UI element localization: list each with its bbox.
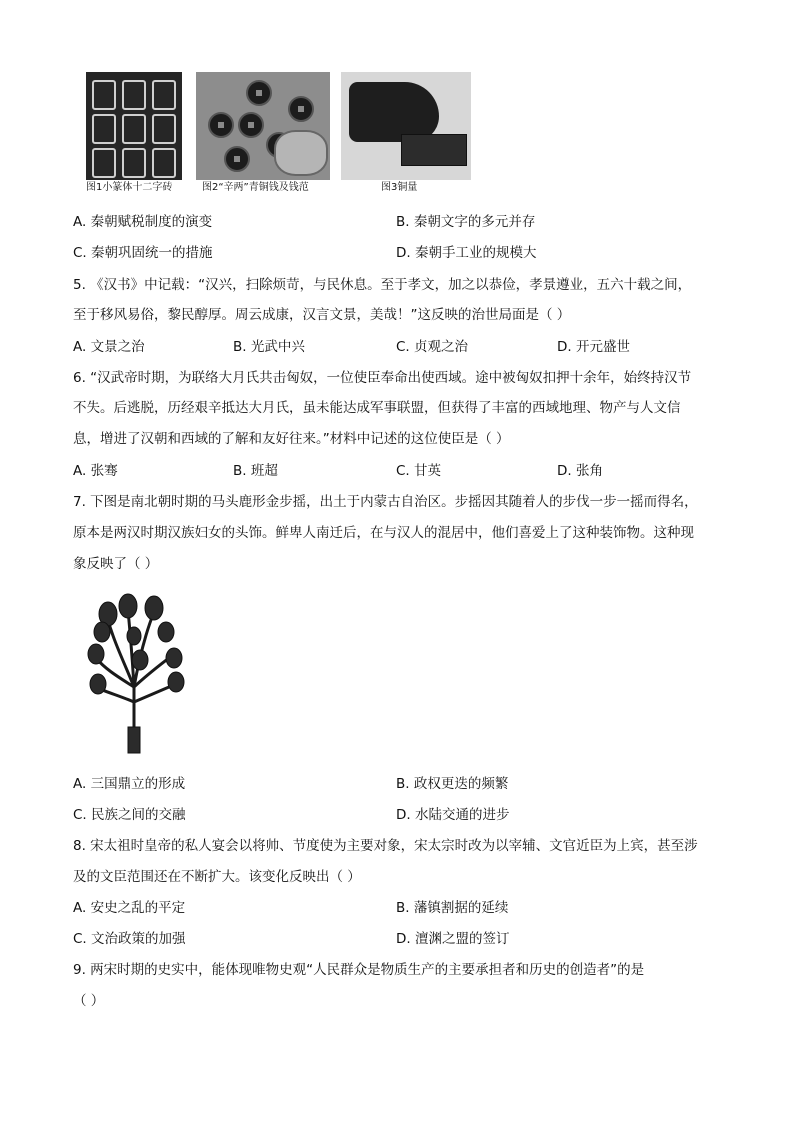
q5-stem-line-1: 5. 《汉书》中记载：“汉兴，扫除烦苛，与民休息。至于孝文，加之以恭俭，孝景遵业，五六十载之间，: [73, 277, 692, 293]
q8-stem-line-2: 及的文臣范围还在不断扩大。该变化反映出（ ）: [73, 869, 361, 885]
q6-option-b: B. 班超: [233, 463, 278, 479]
q8-option-d: D. 澶渊之盟的签订: [396, 931, 510, 947]
q8-option-b: B. 藩镇割据的延续: [396, 900, 509, 916]
q5-option-a: A. 文景之治: [73, 339, 145, 355]
q8-option-c: C. 文治政策的加强: [73, 931, 186, 947]
q7-stem-line-1: 7. 下图是南北朝时期的马头鹿形金步摇，出土于内蒙古自治区。步摇因其随着人的步伐一步一摇而得名，: [73, 494, 698, 510]
q7-option-d: D. 水陆交通的进步: [396, 807, 510, 823]
q7-option-b: B. 政权更迭的频繁: [396, 776, 509, 792]
q4-option-d: D. 秦朝手工业的规模大: [396, 245, 537, 261]
figure-brick-inscription: [86, 72, 182, 180]
figure-coins-and-mold: [196, 72, 330, 180]
q4-option-b: B. 秦朝文字的多元并存: [396, 214, 536, 230]
figure-1-caption: 图1小篆体十二字砖: [86, 182, 173, 193]
q4-option-a: A. 秦朝赋税制度的演变: [73, 214, 213, 230]
q8-stem-line-1: 8. 宋太祖时皇帝的私人宴会以将帅、节度使为主要对象，宋太宗时改为以宰辅、文官近臣为上宾，甚至涉: [73, 838, 698, 854]
q6-option-a: A. 张骞: [73, 463, 118, 479]
q6-stem-line-3: 息，增进了汉朝和西域的了解和友好往来。”材料中记述的这位使臣是（ ）: [73, 431, 510, 447]
q7-stem-line-2: 原本是两汉时期汉族妇女的头饰。鲜卑人南迁后，在与汉人的混居中，他们喜爱上了这种装饰物。这种现: [73, 525, 694, 541]
q5-option-d: D. 开元盛世: [557, 339, 630, 355]
q9-stem-line-2: （ ）: [73, 993, 105, 1009]
q7-option-c: C. 民族之间的交融: [73, 807, 186, 823]
q4-option-c: C. 秦朝巩固统一的措施: [73, 245, 213, 261]
q6-stem-line-2: 不失。后逃脱，历经艰辛抵达大月氏，虽未能达成军事联盟，但获得了丰富的西域地理、物产与人文信: [73, 400, 681, 416]
q8-option-a: A. 安史之乱的平定: [73, 900, 186, 916]
q7-option-a: A. 三国鼎立的形成: [73, 776, 186, 792]
q5-option-c: C. 贞观之治: [396, 339, 469, 355]
q6-stem-line-1: 6. “汉武帝时期，为联络大月氏共击匈奴，一位使臣奉命出使西域。途中被匈奴扣押十余年，始终持汉节: [73, 370, 692, 386]
figure-bronze-measure: [341, 72, 471, 180]
figure-3-caption: 图3铜量: [381, 182, 418, 193]
q5-stem-line-2: 至于移风易俗，黎民醇厚。周云成康，汉言文景，美哉！”这反映的治世局面是（ ）: [73, 307, 571, 323]
q6-option-d: D. 张角: [557, 463, 603, 479]
figure-2-caption: 图2“辛两”青铜钱及钱范: [202, 182, 309, 193]
gold-buyao-headdress-figure: [84, 592, 188, 754]
q9-stem-line-1: 9. 两宋时期的史实中，能体现唯物史观“人民群众是物质生产的主要承担者和历史的创造者”的是: [73, 962, 645, 978]
q5-option-b: B. 光武中兴: [233, 339, 305, 355]
q7-stem-line-3: 象反映了（ ）: [73, 556, 159, 572]
q6-option-c: C. 甘英: [396, 463, 442, 479]
